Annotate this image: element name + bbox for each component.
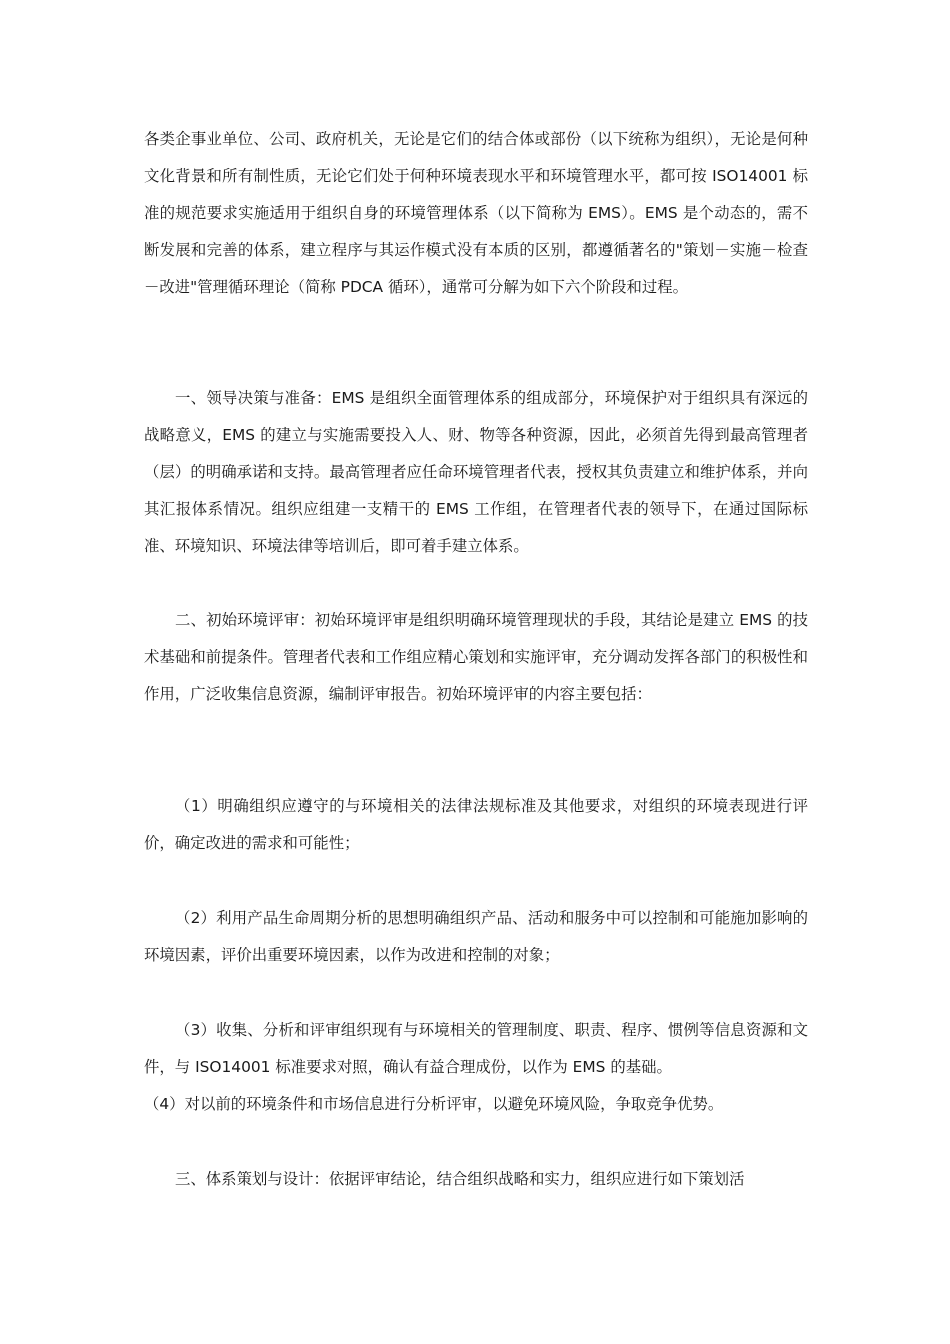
paragraph-leadership-decision: 一、领导决策与准备：EMS 是组织全面管理体系的组成部分，环境保护对于组织具有深远的战略意义，EMS 的建立与实施需要投入人、财、物等各种资源，因此，必须首先得到最高管理者（层）的明确承诺和支持。最高管理者应任命环境管理者代表，授权其负责建立和维护体系，并向其汇报体系情况。组织应组建一支精干的 EMS 工作组，在管理者代表的领导下，在通过国际标准、环境知识、环境法律等培训后，即可着手建立体系。 xyxy=(144,389,808,555)
paragraph-review-item-2: （2）利用产品生命周期分析的思想明确组织产品、活动和服务中可以控制和可能施加影响的环境因素，评价出重要环境因素，以作为改进和控制的对象； xyxy=(144,909,808,964)
paragraph-system-planning: 三、体系策划与设计：依据评审结论，结合组织战略和实力，组织应进行如下策划活 xyxy=(175,1170,745,1188)
paragraph-review-item-3: （3）收集、分析和评审组织现有与环境相关的管理制度、职责、程序、惯例等信息资源和文件，与 ISO14001 标准要求对照，确认有益合理成份，以作为 EMS 的基础。 xyxy=(144,1021,808,1076)
paragraph-review-item-4: （4）对以前的环境条件和市场信息进行分析评审，以避免环境风险，争取竞争优势。 xyxy=(144,1095,724,1113)
paragraph-initial-review: 二、初始环境评审：初始环境评审是组织明确环境管理现状的手段，其结论是建立 EMS 的技术基础和前提条件。管理者代表和工作组应精心策划和实施评审，充分调动发挥各部门的积极性和作用，广泛收集信息资源，编制评审报告。初始环境评审的内容主要包括： xyxy=(144,611,808,703)
paragraph-intro: 各类企事业单位、公司、政府机关，无论是它们的结合体或部份（以下统称为组织），无论是何种文化背景和所有制性质，无论它们处于何种环境表现水平和环境管理水平，都可按 ISO14001 标准的规范要求实施适用于组织自身的环境管理体系（以下简称为 EMS）。EMS 是个动态的，需不断发展和完善的体系，建立程序与其运作模式没有本质的区别，都遵循著名的"策划－实施－检查－改进"管理循环理论（简称 PDCA 循环），通常可分解为如下六个阶段和过程。 xyxy=(144,130,808,296)
paragraph-review-item-1: （1）明确组织应遵守的与环境相关的法律法规标准及其他要求，对组织的环境表现进行评价，确定改进的需求和可能性； xyxy=(144,797,808,852)
